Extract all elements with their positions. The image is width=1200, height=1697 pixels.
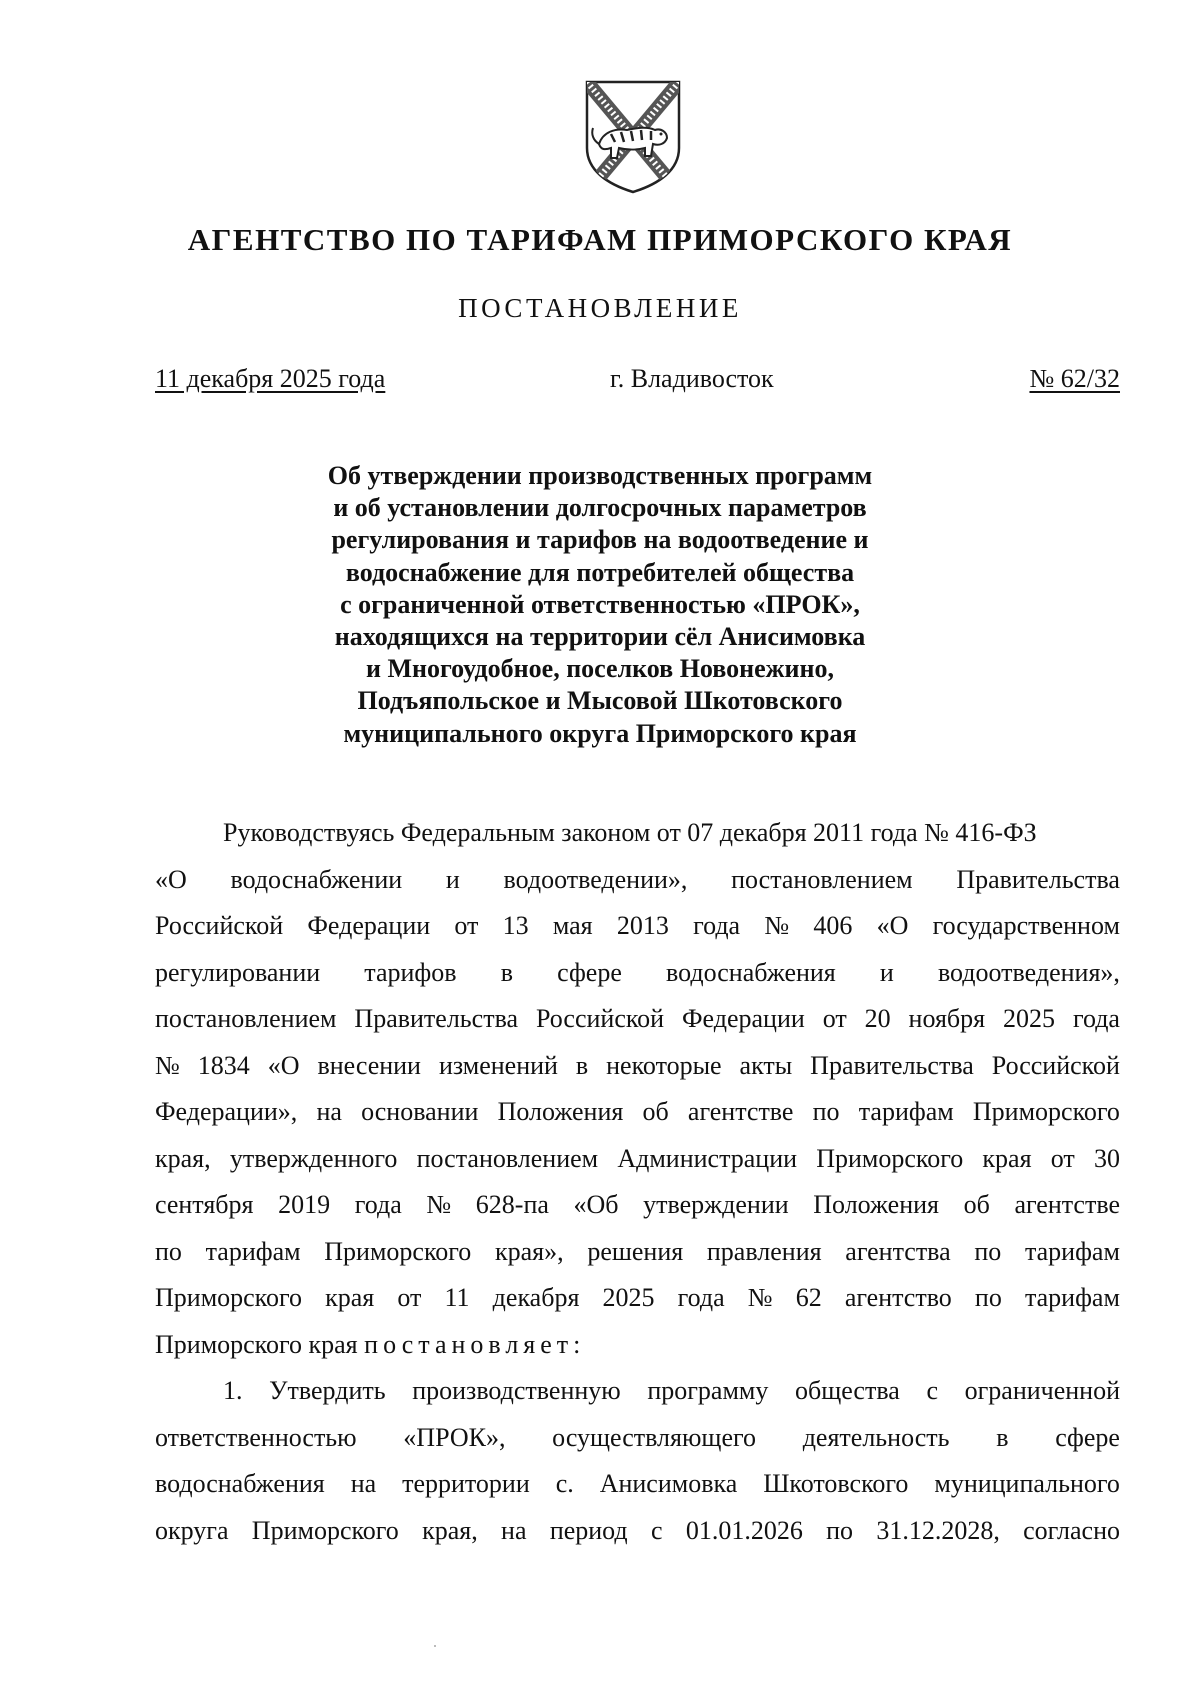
- word: года: [693, 911, 741, 940]
- word: с: [926, 1376, 938, 1405]
- justified-line: [155, 1275, 1120, 1322]
- word: и: [445, 864, 460, 894]
- word: сентября: [155, 1190, 254, 1219]
- word: по: [812, 1097, 840, 1126]
- word: об: [642, 1097, 669, 1126]
- word: и: [879, 957, 894, 987]
- justified-line: [155, 1415, 1120, 1462]
- word: «О: [876, 911, 909, 940]
- word: сфере: [557, 957, 622, 987]
- word: в: [996, 1422, 1009, 1452]
- word: мая: [552, 911, 593, 940]
- word: 2025: [602, 1283, 655, 1312]
- agency-name: АГЕНТСТВО ПО ТАРИФАМ ПРИМОРСКОГО КРАЯ: [187, 222, 1013, 257]
- word: по: [155, 1236, 182, 1266]
- word: Российской: [155, 911, 284, 940]
- word: государственном: [932, 911, 1120, 940]
- word: 2019: [278, 1190, 331, 1219]
- word: 31.12.2028,: [876, 1515, 1000, 1545]
- justified-line: [155, 1182, 1120, 1229]
- word: Федерации: [682, 1004, 805, 1033]
- word: агентстве: [1014, 1190, 1120, 1219]
- word: на: [350, 1469, 377, 1498]
- word: края,: [155, 1143, 211, 1173]
- word: по: [826, 1515, 854, 1545]
- word: агентства: [845, 1236, 951, 1266]
- word: водоснабжения: [666, 957, 836, 987]
- title-line: водоснабжение для потребителей общества: [345, 557, 855, 587]
- word: Приморского: [816, 1143, 964, 1173]
- word: №: [747, 1283, 773, 1312]
- word: 13: [502, 911, 529, 940]
- last-line-prefix: Приморского края: [155, 1329, 365, 1359]
- word: Положения: [497, 1097, 624, 1126]
- word: регулировании: [155, 957, 321, 987]
- word: тарифам: [1024, 1236, 1120, 1266]
- paragraph-1-last-line: [155, 1322, 1120, 1369]
- word: деятельность: [802, 1422, 950, 1452]
- word: 62: [795, 1283, 822, 1312]
- word: Приморского: [251, 1515, 399, 1545]
- document-date: 11 декабря 2025 года: [155, 364, 386, 393]
- word: 1834: [197, 1050, 250, 1080]
- word: на: [316, 1097, 342, 1126]
- word: ограниченной: [964, 1376, 1120, 1405]
- word: края: [982, 1143, 1032, 1173]
- word: период: [549, 1515, 628, 1545]
- word: в: [575, 1050, 589, 1080]
- word: тарифам: [205, 1236, 301, 1266]
- word: производственную: [412, 1376, 621, 1405]
- word: на: [501, 1515, 527, 1545]
- word: изменений: [438, 1050, 558, 1080]
- word: края»,: [494, 1236, 564, 1266]
- word: №: [426, 1190, 452, 1219]
- justified-line: [155, 1043, 1120, 1090]
- justified-line: [155, 1089, 1120, 1136]
- word: тарифам: [1024, 1283, 1120, 1312]
- word: с: [650, 1515, 663, 1545]
- justified-line: [155, 996, 1120, 1043]
- justified-line: [155, 1368, 1120, 1415]
- word: Федерации: [307, 911, 431, 940]
- word: Российской: [535, 1004, 665, 1033]
- word: «Об: [573, 1190, 619, 1219]
- word: года: [354, 1190, 402, 1219]
- word: муниципального: [934, 1469, 1120, 1498]
- word: в: [500, 957, 513, 987]
- word: округа: [155, 1515, 229, 1545]
- word: осуществляющего: [552, 1422, 756, 1452]
- word: «О: [155, 864, 187, 894]
- word: внесении: [317, 1050, 421, 1080]
- word: по: [974, 1236, 1002, 1266]
- word: водоснабжении: [230, 864, 403, 894]
- document-body: [155, 810, 1120, 1554]
- word: решения: [587, 1236, 684, 1266]
- word: Правительства: [956, 864, 1120, 894]
- word: Приморского: [324, 1236, 472, 1266]
- justified-line: [155, 1461, 1120, 1508]
- title-line: с ограниченной ответственностью «ПРОК»,: [340, 589, 860, 619]
- word: с.: [555, 1469, 574, 1498]
- title-line: и об установлении долгосрочных параметров: [333, 493, 867, 523]
- word: акты: [739, 1050, 793, 1080]
- word: №: [764, 911, 790, 940]
- word: Приморского: [155, 1283, 303, 1312]
- word: 30: [1093, 1143, 1120, 1173]
- word: 01.01.2026: [685, 1515, 803, 1545]
- scan-speck: [434, 1645, 436, 1647]
- word: года: [1072, 1004, 1120, 1033]
- word: 628-па: [475, 1190, 549, 1219]
- word: агентстве: [687, 1097, 794, 1126]
- word: года: [677, 1283, 725, 1312]
- word: согласно: [1023, 1515, 1120, 1545]
- paragraph-1-first-line: Руководствуясь Федеральным законом от 07 декабря 2011 года № 416-ФЗ: [223, 818, 1037, 847]
- document-title: [250, 460, 950, 750]
- word: некоторые: [606, 1050, 722, 1080]
- word: Положения: [813, 1190, 939, 1219]
- word: Анисимовка: [599, 1469, 738, 1498]
- title-line: муниципального округа Приморского края: [343, 718, 857, 748]
- word: от: [397, 1283, 422, 1312]
- word: сфере: [1055, 1422, 1120, 1452]
- word: тарифам: [858, 1097, 954, 1126]
- word: ответственностью: [155, 1422, 357, 1452]
- word: края,: [422, 1515, 478, 1545]
- justified-line: [155, 1508, 1120, 1555]
- word: 2013: [616, 911, 669, 940]
- title-line: находящихся на территории сёл Анисимовка: [334, 622, 866, 652]
- justified-line: [155, 1136, 1120, 1183]
- word: 20: [864, 1004, 891, 1033]
- word: Правительства: [810, 1050, 974, 1080]
- word: «О: [267, 1050, 300, 1080]
- word: основании: [361, 1097, 479, 1126]
- word: Российской: [991, 1050, 1120, 1080]
- document-city: г. Владивосток: [610, 364, 774, 393]
- title-line: Подъяпольское и Мысовой Шкотовского: [357, 686, 843, 716]
- document-number: № 62/32: [1029, 364, 1120, 393]
- word: водоотведения»,: [937, 957, 1120, 987]
- word: по: [974, 1283, 1002, 1312]
- document-type: ПОСТАНОВЛЕНИЕ: [458, 293, 742, 323]
- word: правления: [706, 1236, 822, 1266]
- word: тарифов: [364, 957, 457, 987]
- word: утвержденного: [229, 1143, 398, 1173]
- word: агентство: [844, 1283, 952, 1312]
- word: от: [1050, 1143, 1075, 1173]
- justified-line: [155, 903, 1120, 950]
- justified-line: [155, 950, 1120, 997]
- coat-of-arms-icon: [581, 78, 685, 196]
- word: общества: [795, 1376, 900, 1405]
- justified-line: [155, 857, 1120, 904]
- word: Шкотовского: [763, 1469, 909, 1498]
- word: постановлением: [416, 1143, 599, 1173]
- word: Утвердить: [269, 1376, 386, 1405]
- word: №: [155, 1050, 180, 1080]
- word: 11: [444, 1283, 470, 1312]
- word: программу: [647, 1376, 769, 1405]
- word: декабря: [492, 1283, 580, 1312]
- word: утверждении: [643, 1190, 789, 1219]
- word: постановлением: [731, 864, 913, 894]
- word: 2025: [1003, 1004, 1056, 1033]
- word: «ПРОК»,: [403, 1422, 506, 1452]
- word: территории: [402, 1469, 530, 1498]
- word: об: [963, 1190, 990, 1219]
- word: 1.: [223, 1376, 243, 1405]
- word: Федерации»,: [155, 1097, 298, 1126]
- justified-line: [155, 1229, 1120, 1276]
- word: от: [822, 1004, 847, 1033]
- title-line: и Многоудобное, поселков Новонежино,: [366, 654, 834, 684]
- spaced-word: постановляет:: [364, 1329, 586, 1359]
- title-line: регулирования и тарифов на водоотведение и: [331, 525, 869, 555]
- word: Правительства: [354, 1004, 519, 1033]
- word: водоотведении»,: [503, 864, 688, 894]
- word: водоснабжения: [155, 1469, 325, 1498]
- word: Приморского: [972, 1097, 1120, 1126]
- word: Администрации: [617, 1143, 798, 1173]
- word: 406: [813, 911, 853, 940]
- title-line: Об утверждении производственных программ: [327, 461, 873, 490]
- word: ноября: [908, 1004, 986, 1033]
- word: постановлением: [155, 1004, 337, 1033]
- word: края: [325, 1283, 375, 1312]
- word: от: [454, 911, 479, 940]
